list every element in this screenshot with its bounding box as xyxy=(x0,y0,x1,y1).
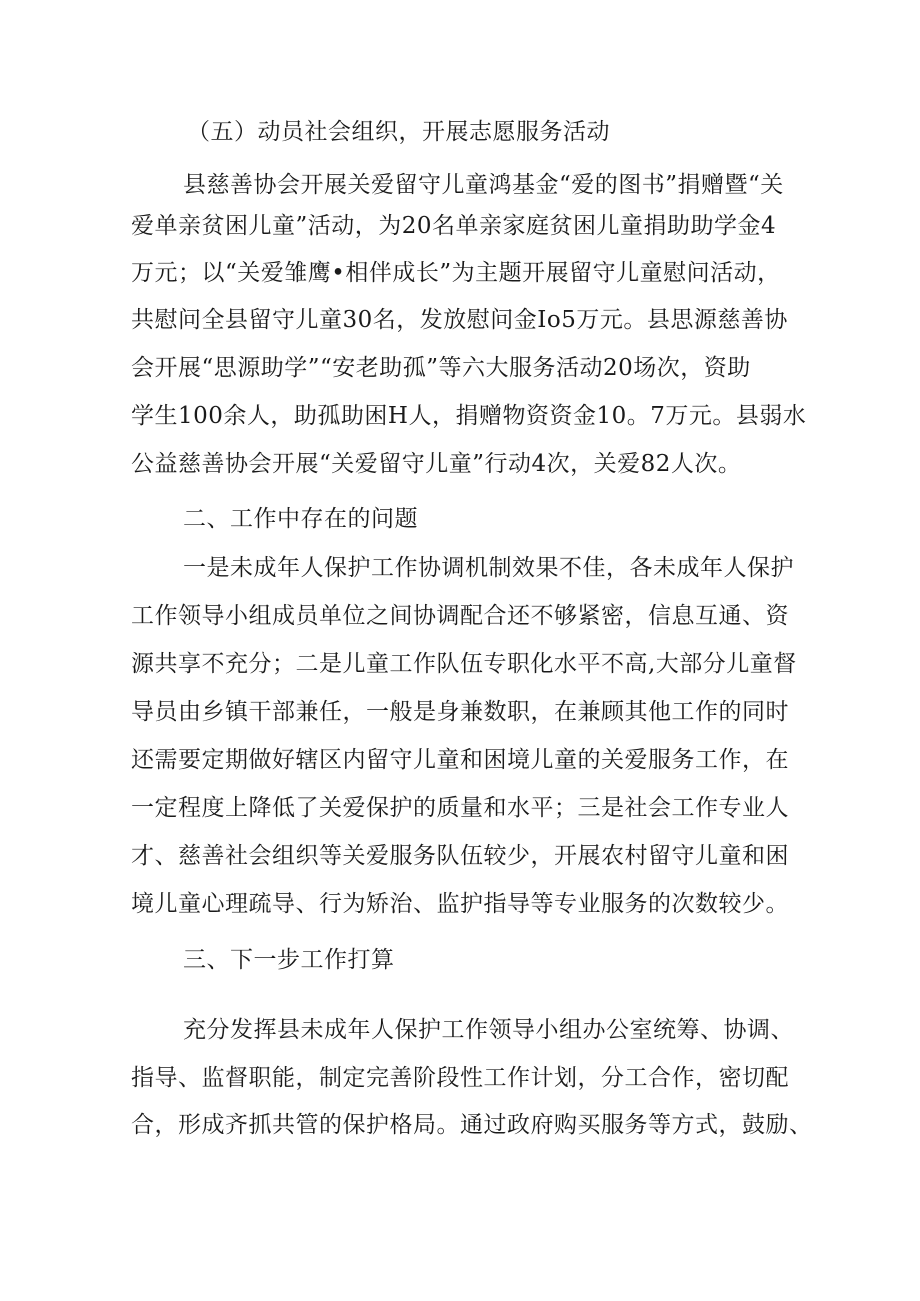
paragraph-line: 学生100余人，助孤助困H人，捐赠物资资金10。7万元。县弱水 xyxy=(131,403,807,429)
paragraph-line: 一定程度上降低了关爱保护的质量和水平；三是社会工作专业人 xyxy=(131,795,789,821)
paragraph-line: 指导、监督职能，制定完善阶段性工作计划，分工合作，密切配 xyxy=(131,1065,789,1091)
paragraph-line: 一是未成年人保护工作协调机制效果不佳，各未成年人保护 xyxy=(183,555,794,581)
paragraph-line: 县慈善协会开展关爱留守儿童鸿基金“爱的图书”捐赠暨“关 xyxy=(183,172,784,198)
paragraph-line: 工作领导小组成员单位之间协调配合还不够紧密，信息互通、资 xyxy=(131,603,789,629)
paragraph-line: 才、慈善社会组织等关爱服务队伍较少，开展农村留守儿童和困 xyxy=(131,843,789,869)
paragraph-line: 境儿童心理疏导、行为矫治、监护指导等专业服务的次数较少。 xyxy=(131,891,789,917)
paragraph-line: 充分发挥县未成年人保护工作领导小组办公室统筹、协调、 xyxy=(183,1017,794,1043)
paragraph-line: 公益慈善协会开展“关爱留守儿童”行动4次，关爱82人次。 xyxy=(131,451,742,477)
paragraph-line: 万元；以“关爱雏鹰•相伴成长”为主题开展留守儿童慰问活动， xyxy=(131,260,781,286)
paragraph-line: 共慰问全县留守儿童30名，发放慰问金Io5万元。县思源慈善协 xyxy=(131,307,788,333)
paragraph-line: 爱单亲贫困儿童”活动，为20名单亲家庭贫困儿童捐助助学金4 xyxy=(131,213,777,239)
paragraph-line: 源共享不充分；二是儿童工作队伍专职化水平不高,大部分儿童督 xyxy=(131,651,797,677)
paragraph-line: 导员由乡镇干部兼任，一般是身兼数职，在兼顾其他工作的同时 xyxy=(131,699,789,725)
section-heading: （五）动员社会组织，开展志愿服务活动 xyxy=(187,119,610,145)
section-heading: 二、工作中存在的问题 xyxy=(183,506,418,532)
paragraph-line: 还需要定期做好辖区内留守儿童和困境儿童的关爱服务工作，在 xyxy=(131,747,789,773)
paragraph-line: 合，形成齐抓共管的保护格局。通过政府购买服务等方式，鼓励、 xyxy=(131,1112,813,1138)
paragraph-line: 会开展“思源助学”“安老助孤”等六大服务活动20场次，资助 xyxy=(131,355,751,381)
section-heading: 三、下一步工作打算 xyxy=(183,947,395,973)
